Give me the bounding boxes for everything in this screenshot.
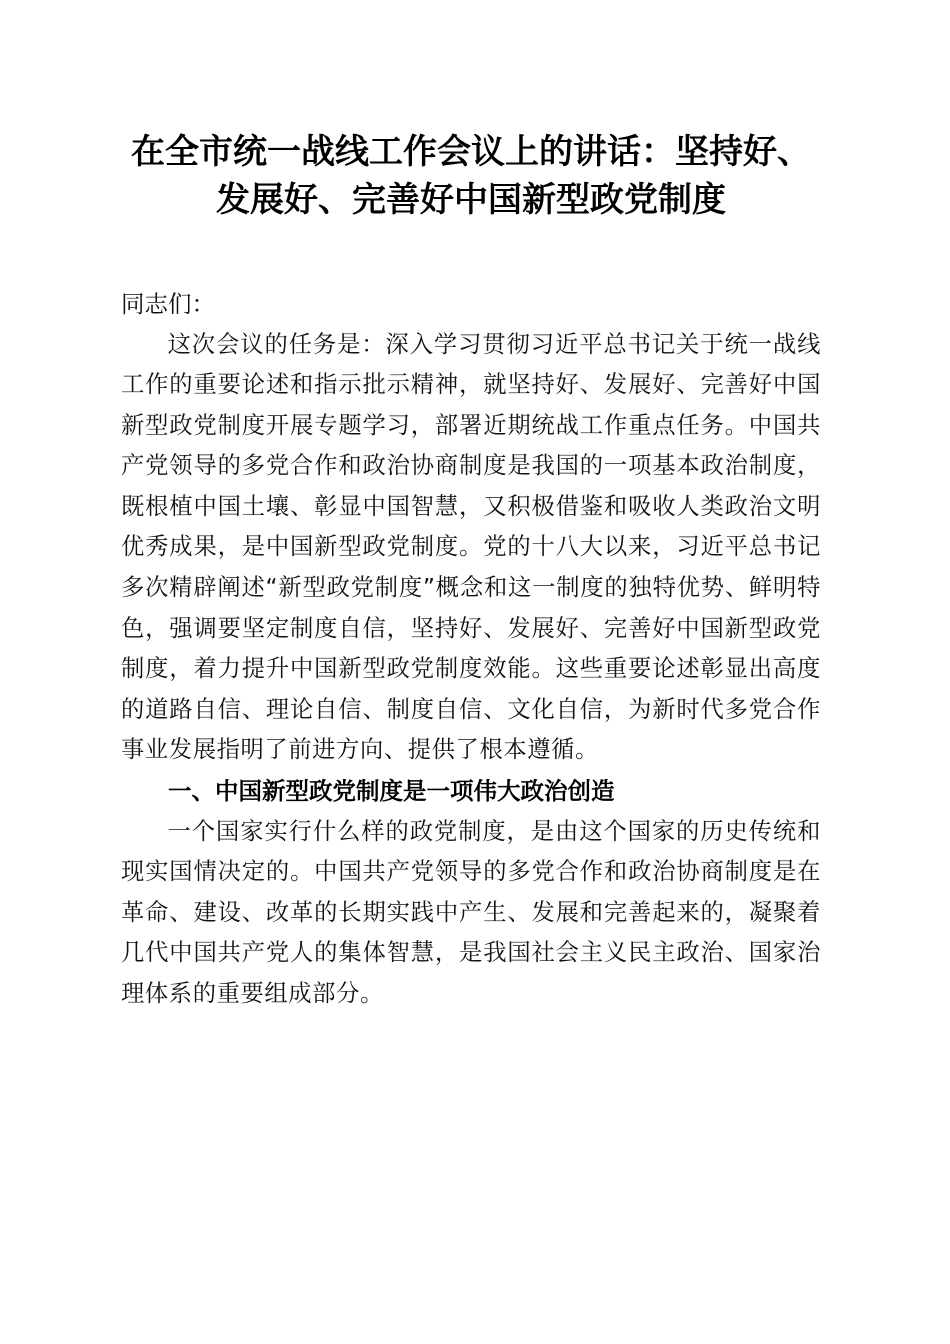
salutation: 同志们： [121,290,215,318]
title-line-1: 在全市统一战线工作会议上的讲话：坚持好、 [131,132,811,172]
intro-paragraph: 这次会议的任务是：深入学习贯彻习近平总书记关于统一战线工作的重要论述和指示批示精神，就坚持好、发展好、完善好中国新型政党制度开展专题学习，部署近期统战工作重点任务。中国共产党领导的多党合作和政治协商制度是我国的一项基本政治制度，既根植中国土壤、彰显中国智慧，又积极借鉴和吸收人类政治文明优秀成果，是中国新型政党制度。党的十八大以来，习近平总书记多次精辟阐述“新型政党制度”概念和这一制度的独特优势、鲜明特色，强调要坚定制度自信，坚持好、发展好、完善好中国新型政党制度，着力提升中国新型政党制度效能。这些重要论述彰显出高度的道路自信、理论自信、制度自信、文化自信，为新时代多党合作事业发展指明了前进方向、提供了根本遵循。 [121,330,821,764]
section-heading-1: 一、中国新型政党制度是一项伟大政治创造 [168,777,615,806]
document-page [121,128,821,1015]
section-1-paragraph: 一个国家实行什么样的政党制度，是由这个国家的历史传统和现实国情决定的。中国共产党领导的多党合作和政治协商制度是在革命、建设、改革的长期实践中产生、发展和完善起来的，凝聚着几代中国共产党人的集体智慧，是我国社会主义民主政治、国家治理体系的重要组成部分。 [121,817,821,1007]
document-title [121,128,821,224]
title-line-2: 发展好、完善好中国新型政党制度 [216,180,726,220]
